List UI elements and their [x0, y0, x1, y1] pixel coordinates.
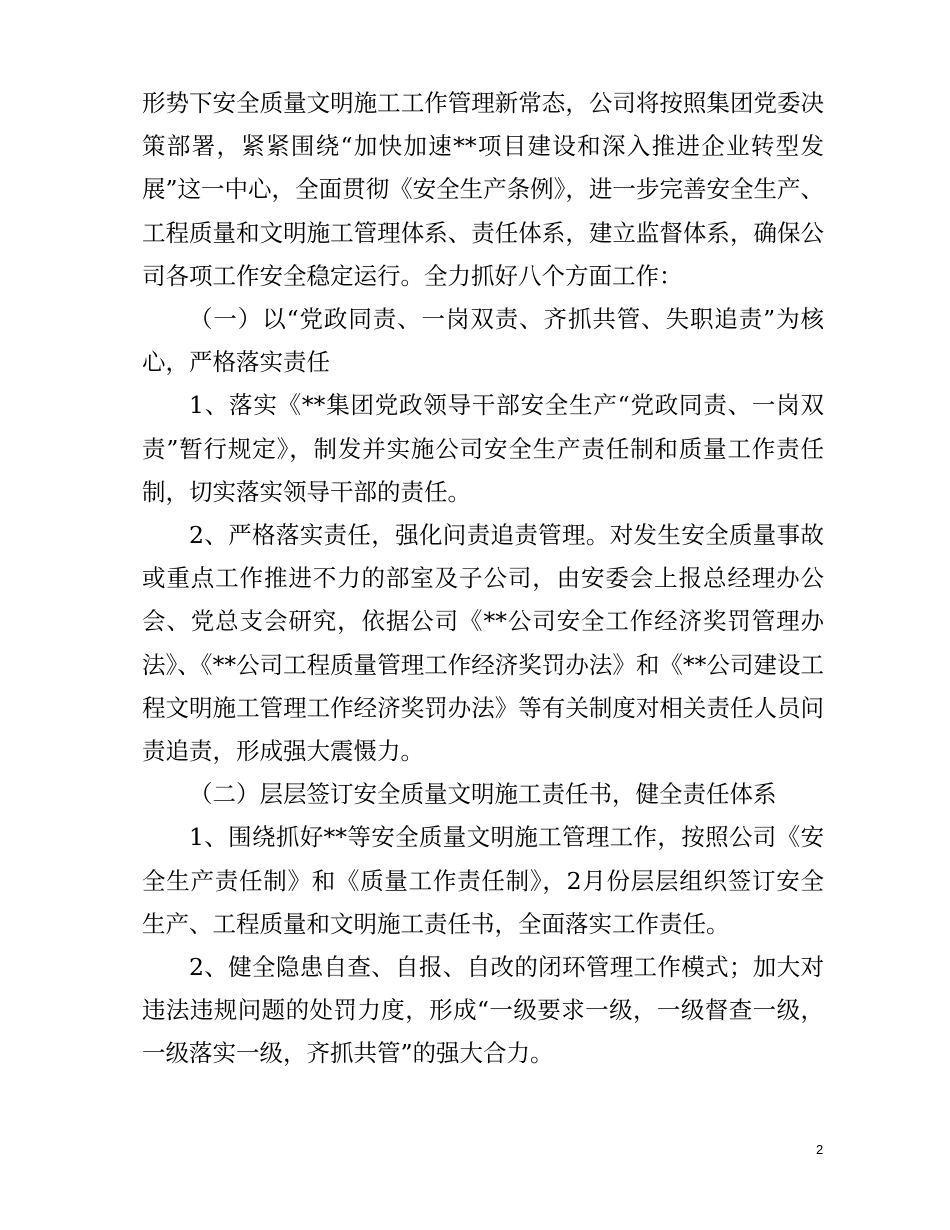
paragraph-intro: 形势下安全质量文明施工工作管理新常态，公司将按照集团党委决策部署，紧紧围绕“加快加速**项目建设和深入推进企业转型发展”这一中心，全面贯彻《安全生产条例》，进一步完善安全生产、工程质量和文明施工管理体系、责任体系，建立监督体系，确保公司各项工作安全稳定运行。全力抓好八个方面工作：	[142, 89, 824, 290]
paragraph-2-1: 1、围绕抓好**等安全质量文明施工管理工作，按照公司《安全生产责任制》和《质量工作责任制》，2月份层层组织签订安全生产、工程质量和文明施工责任书，全面落实工作责任。	[142, 823, 824, 938]
paragraph-2-2: 2、健全隐患自查、自报、自改的闭环管理工作模式；加大对违法违规问题的处罚力度，形成“一级要求一级，一级督查一级，一级落实一级，齐抓共管”的强大合力。	[142, 953, 824, 1068]
section-heading-2: （二）层层签订安全质量文明施工责任书，健全责任体系	[189, 780, 777, 809]
page-number: 2	[816, 1142, 824, 1157]
paragraph-1-2: 2、严格落实责任，强化问责追责管理。对发生安全质量事故或重点工作推进不力的部室及子公司，由安委会上报总经理办公会、党总支会研究，依据公司《**公司安全工作经济奖罚管理办法》、《**公司工程质量管理工作经济奖罚办法》和《**公司建设工程文明施工管理工作经济奖罚办法》等有关制度对相关责任人员问责追责，形成强大震慑力。	[142, 521, 824, 766]
paragraph-1-1: 1、落实《**集团党政领导干部安全生产“党政同责、一岗双责”暂行规定》，制发并实施公司安全生产责任制和质量工作责任制，切实落实领导干部的责任。	[142, 391, 824, 506]
section-heading-1: （一）以“党政同责、一岗双责、齐抓共管、失职追责”为核心，严格落实责任	[142, 305, 824, 377]
document-body	[142, 82, 824, 1076]
